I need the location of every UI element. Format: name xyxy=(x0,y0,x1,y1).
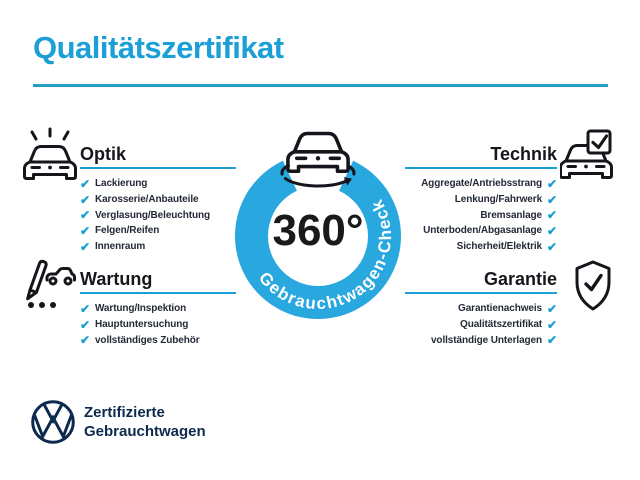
check-icon: ✔ xyxy=(80,317,90,332)
checklist xyxy=(80,301,236,348)
checklist-item xyxy=(405,223,557,239)
checklist-item xyxy=(80,176,236,192)
check-icon: ✔ xyxy=(80,223,90,238)
checklist-item-label: Unterboden/Abgasanlage xyxy=(423,225,543,237)
car-side-icon xyxy=(47,269,75,285)
checklist-item xyxy=(80,317,236,333)
car-checkbox-icon xyxy=(560,126,616,182)
section-heading: Garantie xyxy=(483,269,557,289)
page-title: Qualitätszertifikat xyxy=(33,30,284,65)
brand-claim-line1: Zertifizierte xyxy=(84,404,165,421)
checklist-item xyxy=(405,192,557,208)
rotation-arrow-icon xyxy=(285,179,345,187)
pen-car-checklist-icon xyxy=(18,256,76,314)
vw-logo xyxy=(29,398,77,446)
checklist-item-label: Sicherheit/Elektrik xyxy=(456,241,543,253)
checklist-item-label: Aggregate/Antriebsstrang xyxy=(421,178,543,190)
check-icon: ✔ xyxy=(547,192,557,207)
checklist-item xyxy=(80,192,236,208)
360-check-badge xyxy=(216,112,420,368)
checklist-item xyxy=(405,332,557,348)
check-icon: ✔ xyxy=(80,333,90,348)
checklist-item xyxy=(80,332,236,348)
check-icon: ✔ xyxy=(80,208,90,223)
checklist-item xyxy=(80,301,236,317)
checklist xyxy=(405,301,557,348)
car-rotation-icon xyxy=(282,134,354,186)
checklist-item-label: Qualitätszertifikat xyxy=(460,319,543,331)
checklist-item-label: Wartung/Inspektion xyxy=(94,303,187,315)
shield-check-icon xyxy=(571,258,615,316)
brand-claim xyxy=(84,403,206,441)
ring-label: Gebrauchtwagen-Check xyxy=(254,195,396,314)
checklist-item-label: Garantienachweis xyxy=(458,303,543,315)
checklist-item xyxy=(405,301,557,317)
section-heading: Wartung xyxy=(80,269,153,289)
degree-label: 360° xyxy=(272,206,364,255)
check-icon: ✔ xyxy=(80,239,90,254)
checklist-item xyxy=(405,239,557,255)
section-rule xyxy=(80,292,236,294)
checklist-item-label: vollständiges Zubehör xyxy=(94,334,200,346)
section-technik xyxy=(405,145,557,254)
checklist-item-label: Lenkung/Fahrwerk xyxy=(454,194,543,206)
check-icon: ✔ xyxy=(80,301,90,316)
checklist xyxy=(80,176,236,254)
check-icon: ✔ xyxy=(547,317,557,332)
checklist-item xyxy=(80,239,236,255)
check-icon: ✔ xyxy=(547,239,557,254)
check-icon: ✔ xyxy=(547,333,557,348)
checklist-item xyxy=(80,207,236,223)
check-icon: ✔ xyxy=(547,176,557,191)
section-garantie xyxy=(405,270,557,348)
brand-claim-line2: Gebrauchtwagen xyxy=(84,423,206,440)
checklist-item-label: Bremsanlage xyxy=(480,209,543,221)
checklist-item-label: Hauptuntersuchung xyxy=(94,319,189,331)
check-icon: ✔ xyxy=(80,176,90,191)
checklist-item-label: Innenraum xyxy=(94,241,146,253)
check-icon: ✔ xyxy=(80,192,90,207)
checklist-item-label: Lackierung xyxy=(94,178,148,190)
check-icon: ✔ xyxy=(547,208,557,223)
checklist-item xyxy=(405,317,557,333)
checkbox-icon xyxy=(588,131,610,153)
section-rule xyxy=(405,167,557,169)
checklist-item xyxy=(405,176,557,192)
checklist-item-label: vollständige Unterlagen xyxy=(430,334,543,346)
section-optik xyxy=(80,145,236,254)
section-heading: Technik xyxy=(490,144,557,164)
car-front-shine-icon xyxy=(23,126,77,182)
check-icon: ✔ xyxy=(547,223,557,238)
dots-icon xyxy=(28,302,56,308)
check-icon: ✔ xyxy=(547,301,557,316)
title-rule xyxy=(33,84,608,87)
checklist xyxy=(405,176,557,254)
section-wartung xyxy=(80,270,236,348)
checklist-item xyxy=(80,223,236,239)
section-heading: Optik xyxy=(80,144,127,164)
checklist-item-label: Felgen/Reifen xyxy=(94,225,160,237)
checklist-item-label: Karosserie/Anbauteile xyxy=(94,194,199,206)
section-rule xyxy=(405,292,557,294)
checklist-item xyxy=(405,207,557,223)
section-rule xyxy=(80,167,236,169)
checklist-item-label: Verglasung/Beleuchtung xyxy=(94,209,211,221)
